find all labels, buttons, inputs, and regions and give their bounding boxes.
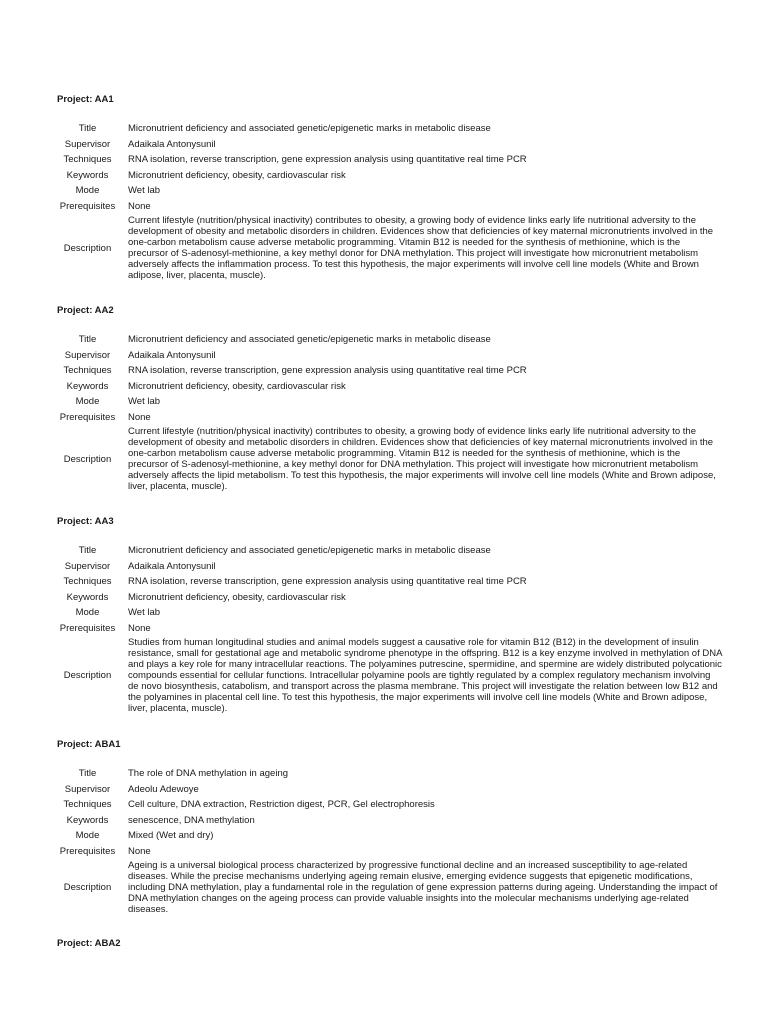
field-label: Prerequisites (59, 411, 116, 423)
detail-row-description (57, 214, 722, 282)
field-value: Mixed (Wet and dry) (128, 830, 214, 842)
detail-row-title (57, 332, 722, 348)
field-value: The role of DNA methylation in ageing (128, 768, 289, 780)
detail-row-techniques (57, 152, 722, 168)
project-details-table (57, 121, 722, 282)
project-heading: Project: ABA1 (57, 739, 121, 750)
field-value: Adaikala Antonysunil (128, 560, 216, 572)
detail-row-keywords (57, 590, 722, 606)
field-label: Keywords (66, 591, 109, 603)
detail-row-keywords (57, 379, 722, 395)
field-value: Wet lab (128, 607, 161, 619)
detail-row-title (57, 766, 722, 782)
field-label: Mode (75, 607, 100, 619)
field-value: RNA isolation, reverse transcription, gene expression analysis using quantitative real time PCR (128, 154, 527, 166)
field-label: Supervisor (64, 349, 111, 361)
field-label: Description (63, 670, 112, 681)
field-label: Title (78, 768, 97, 780)
field-label: Description (63, 882, 112, 893)
project-heading: Project: AA1 (57, 94, 114, 105)
field-value: Micronutrient deficiency and associated genetic/epigenetic marks in metabolic disease (128, 123, 491, 135)
field-value: None (128, 622, 151, 634)
detail-row-description (57, 859, 722, 916)
field-value: RNA isolation, reverse transcription, gene expression analysis using quantitative real time PCR (128, 365, 527, 377)
field-label: Supervisor (64, 560, 111, 572)
detail-row-mode (57, 183, 722, 199)
field-value: Adeolu Adewoye (128, 783, 199, 795)
field-value: Studies from human longitudinal studies and animal models suggest a causative role for vitamin B12 (B12) in the development of insulin resistance, small for gestational age and metabolic syndrome phenotype in the offspring. B12 is a key enzyme involved in methylation of DNA and plays a key role for many intracellular reactions. The polyamines putrescine, spermidine, and spermine are widely distributed polycationic compounds essential for cellular functions. Intracellular polyamine pools are tightly regulated by a complex regulatory mechanism involving de novo biosynthesis, catabolism, and transport across the plasma membrane. This project will investigate the relation between low B12 and the polyamines in placental cell line. To test this hypothesis, the major experiments will involve cell line models (White and Brown adipose, liver, placenta, muscle). (128, 637, 722, 714)
detail-row-prerequisites (57, 199, 722, 215)
detail-row-description (57, 636, 722, 715)
field-label: Mode (75, 396, 100, 408)
field-label: Keywords (66, 814, 109, 826)
project-details-table (57, 766, 722, 916)
field-label: Techniques (63, 576, 112, 588)
field-label: Keywords (66, 380, 109, 392)
field-label: Mode (75, 830, 100, 842)
field-label: Mode (75, 185, 100, 197)
field-value: Current lifestyle (nutrition/physical inactivity) contributes to obesity, a growing body of evidence links early life nutritional adversity to the development of obesity and metabolic disorders in children. Evidences show that deficiencies of key maternal micronutrients involved in the one-carbon metabolism cause adverse metabolic programming. Vitamin B12 is needed for the synthesis of methionine, which is the precursor of S-adenosyl-methionine, a key methyl donor for DNA methylation. This project will investigate how micronutrient metabolism adversely affects the inflammation process. To test this hypothesis, the major experiments will involve cell line models (White and Brown adipose, liver, placenta, muscle). (128, 215, 714, 281)
field-value: None (128, 845, 151, 857)
field-value: senescence, DNA methylation (128, 814, 255, 826)
field-value: Wet lab (128, 185, 161, 197)
field-label: Prerequisites (59, 845, 116, 857)
detail-row-mode (57, 394, 722, 410)
field-label: Techniques (63, 365, 112, 377)
field-label: Keywords (66, 169, 109, 181)
field-value: None (128, 200, 151, 212)
project-heading: Project: ABA2 (57, 938, 121, 949)
field-label: Techniques (63, 154, 112, 166)
detail-row-techniques (57, 797, 722, 813)
field-value: RNA isolation, reverse transcription, gene expression analysis using quantitative real time PCR (128, 576, 527, 588)
detail-row-prerequisites (57, 621, 722, 637)
field-value: Adaikala Antonysunil (128, 138, 216, 150)
detail-row-prerequisites (57, 844, 722, 860)
detail-row-title (57, 121, 722, 137)
project-details-table (57, 543, 722, 715)
detail-row-title (57, 543, 722, 559)
field-label: Techniques (63, 799, 112, 811)
project-heading: Project: AA2 (57, 305, 114, 316)
detail-row-supervisor (57, 559, 722, 575)
field-value: Wet lab (128, 396, 161, 408)
field-value: None (128, 411, 151, 423)
field-value: Micronutrient deficiency and associated genetic/epigenetic marks in metabolic disease (128, 545, 491, 557)
detail-row-supervisor (57, 348, 722, 364)
field-label: Prerequisites (59, 200, 116, 212)
field-value: Micronutrient deficiency and associated genetic/epigenetic marks in metabolic disease (128, 334, 491, 346)
field-value: Adaikala Antonysunil (128, 349, 216, 361)
field-value: Micronutrient deficiency, obesity, cardiovascular risk (128, 380, 346, 392)
detail-row-supervisor (57, 137, 722, 153)
detail-row-keywords (57, 168, 722, 184)
field-label: Supervisor (64, 138, 111, 150)
field-value: Current lifestyle (nutrition/physical inactivity) contributes to obesity, a growing body of evidence links early life nutritional adversity to the development of obesity and metabolic disorders in children. Evidences show that deficiencies of key maternal micronutrients involved in the one-carbon metabolism cause adverse metabolic programming. Vitamin B12 is needed for the synthesis of methionine, which is the precursor of S-adenosyl-methionine, a key methyl donor for DNA methylation. This project will investigate how micronutrient metabolism adversely affects the lipid metabolism. To test this hypothesis, the major experiments will involve cell line models (White and Brown adipose, liver, placenta, muscle). (128, 426, 716, 492)
detail-row-techniques (57, 574, 722, 590)
project-details-table (57, 332, 722, 493)
field-value: Cell culture, DNA extraction, Restriction digest, PCR, Gel electrophoresis (128, 799, 435, 811)
field-label: Description (63, 242, 112, 254)
detail-row-description (57, 425, 722, 493)
detail-row-supervisor (57, 782, 722, 798)
field-value: Ageing is a universal biological process characterized by progressive functional decline and an increased susceptibility to age-related diseases. While the precise mechanisms underlying ageing remain elusive, emerging evidence suggests that epigenetic modifications, including DNA methylation, play a fundamental role in the regulation of gene expression patterns during ageing. Understanding the impact of DNA methylation changes on the ageing process can provide valuable insights into the molecular mechanisms underlying age-related diseases. (128, 860, 718, 915)
detail-row-mode (57, 605, 722, 621)
detail-row-prerequisites (57, 410, 722, 426)
field-value: Micronutrient deficiency, obesity, cardiovascular risk (128, 591, 346, 603)
field-label: Description (63, 453, 112, 465)
detail-row-mode (57, 828, 722, 844)
detail-row-keywords (57, 813, 722, 829)
field-label: Title (78, 334, 97, 346)
field-label: Prerequisites (59, 622, 116, 634)
detail-row-techniques (57, 363, 722, 379)
project-heading: Project: AA3 (57, 516, 114, 527)
field-label: Title (78, 123, 97, 135)
field-label: Supervisor (64, 783, 111, 795)
field-value: Micronutrient deficiency, obesity, cardiovascular risk (128, 169, 346, 181)
field-label: Title (78, 545, 97, 557)
